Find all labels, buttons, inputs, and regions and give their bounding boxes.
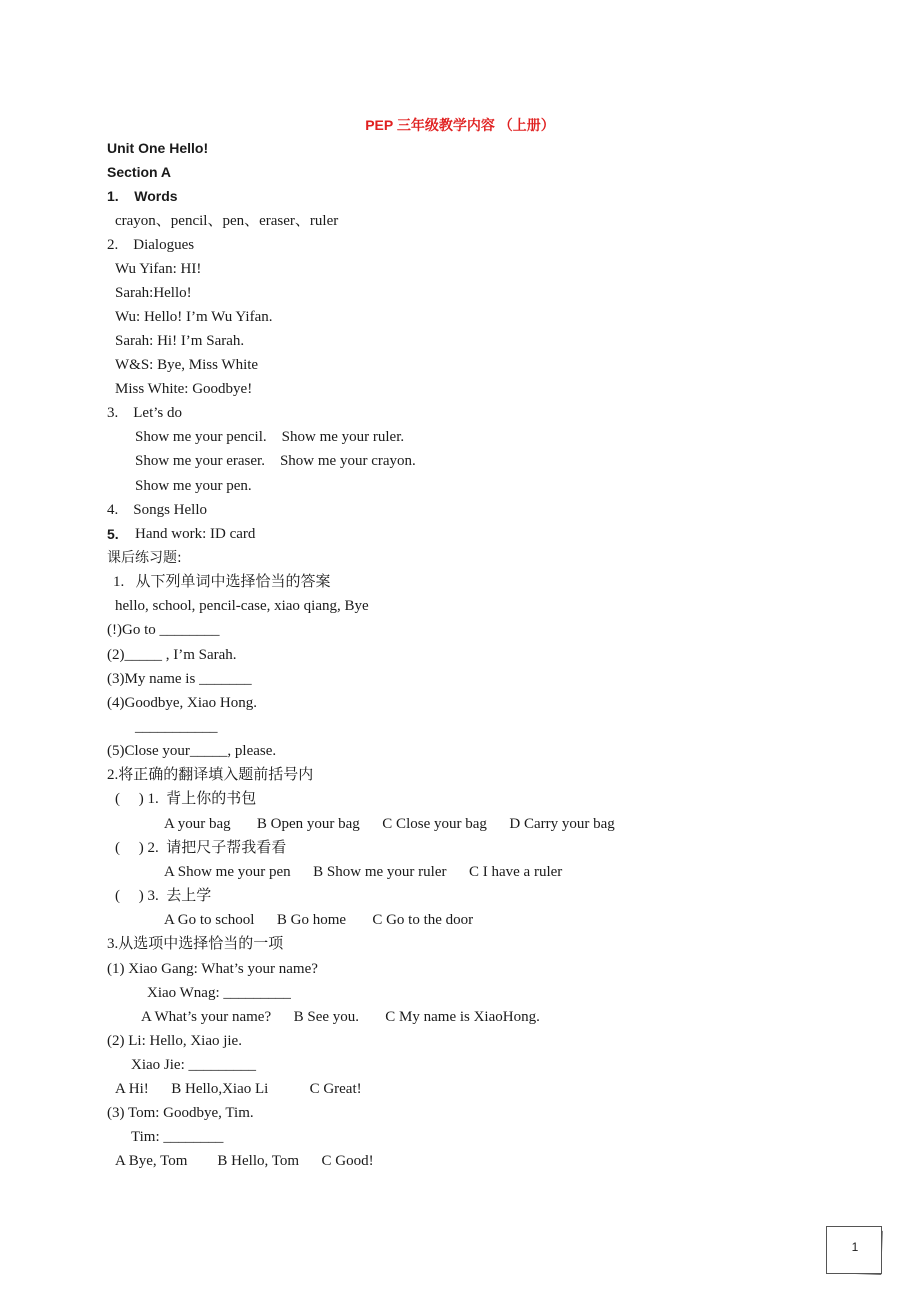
exercise-3-options: A Bye, Tom B Hello, Tom C Good! xyxy=(115,1153,374,1169)
page-number-badge xyxy=(826,1226,882,1274)
exercise-1-blank: ___________ xyxy=(135,719,218,735)
exercise-3-line: Xiao Wnag: _________ xyxy=(147,985,291,1001)
exercise-2-question: ( ) 3. 去上学 xyxy=(115,888,212,904)
unit-heading: Unit One Hello! xyxy=(107,140,209,156)
dialogue-line: Miss White: Goodbye! xyxy=(115,381,253,397)
exercise-3-options: A Hi! B Hello,Xiao Li C Great! xyxy=(115,1081,362,1097)
exercise-1-item: (4)Goodbye, Xiao Hong. xyxy=(107,695,257,711)
exercise-1-item: (!)Go to ________ xyxy=(107,622,220,638)
exercise-3-line: (2) Li: Hello, Xiao jie. xyxy=(107,1033,242,1049)
page-number: 1 xyxy=(851,1240,859,1254)
dialogue-line: Wu: Hello! I’m Wu Yifan. xyxy=(115,309,273,325)
exercise-3-line: (1) Xiao Gang: What’s your name? xyxy=(107,961,318,977)
dialogue-line: W&S: Bye, Miss White xyxy=(115,357,259,373)
handwork-text: Hand work: ID card xyxy=(135,526,256,542)
exercise-3-line: (3) Tom: Goodbye, Tim. xyxy=(107,1105,254,1121)
letsdo-heading: 3. Let’s do xyxy=(107,405,182,421)
exercise-2-question: ( ) 2. 请把尺子帮我看看 xyxy=(115,840,287,856)
document-title: PEP 三年级教学内容 （上册） xyxy=(365,117,555,133)
exercise-2-question: ( ) 1. 背上你的书包 xyxy=(115,791,257,807)
exercise-1-heading: 1. 从下列单词中选择恰当的答案 xyxy=(113,574,331,590)
exercise-1-item: (2)_____ , I’m Sarah. xyxy=(107,647,237,663)
exercise-3-heading: 3.从选项中选择恰当的一项 xyxy=(107,936,284,952)
letsdo-line: Show me your pen. xyxy=(135,478,252,494)
exercise-3-line: Xiao Jie: _________ xyxy=(131,1057,256,1073)
section-heading: Section A xyxy=(107,164,172,180)
exercise-1-item: (5)Close your_____, please. xyxy=(107,743,277,759)
dialogues-heading: 2. Dialogues xyxy=(107,237,195,253)
exercise-3-line: Tim: ________ xyxy=(131,1129,224,1145)
exercise-2-options: A your bag B Open your bag C Close your bag D Carry your bag xyxy=(164,816,615,832)
exercise-1-wordbank: hello, school, pencil-case, xiao qiang, Bye xyxy=(115,598,369,614)
dialogue-line: Wu Yifan: HI! xyxy=(115,261,202,277)
letsdo-line: Show me your pencil. Show me your ruler. xyxy=(135,429,405,445)
exercise-2-heading: 2.将正确的翻译填入题前括号内 xyxy=(107,767,314,783)
dialogue-line: Sarah: Hi! I’m Sarah. xyxy=(115,333,245,349)
exercise-2-options: A Show me your pen B Show me your ruler C I have a ruler xyxy=(164,864,563,880)
exercise-2-options: A Go to school B Go home C Go to the door xyxy=(164,912,474,928)
exercise-3-options: A What’s your name? B See you. C My name is XiaoHong. xyxy=(141,1009,540,1025)
words-heading: 1. Words xyxy=(107,188,178,204)
exercises-heading: 课后练习题: xyxy=(107,550,182,566)
songs-item: 4. Songs Hello xyxy=(107,502,208,518)
letsdo-line: Show me your eraser. Show me your crayon. xyxy=(135,453,416,469)
handwork-number: 5. xyxy=(107,526,119,542)
exercise-1-item: (3)My name is _______ xyxy=(107,671,252,687)
words-list: crayon、pencil、pen、eraser、ruler xyxy=(115,213,339,229)
dialogue-line: Sarah:Hello! xyxy=(115,285,192,301)
